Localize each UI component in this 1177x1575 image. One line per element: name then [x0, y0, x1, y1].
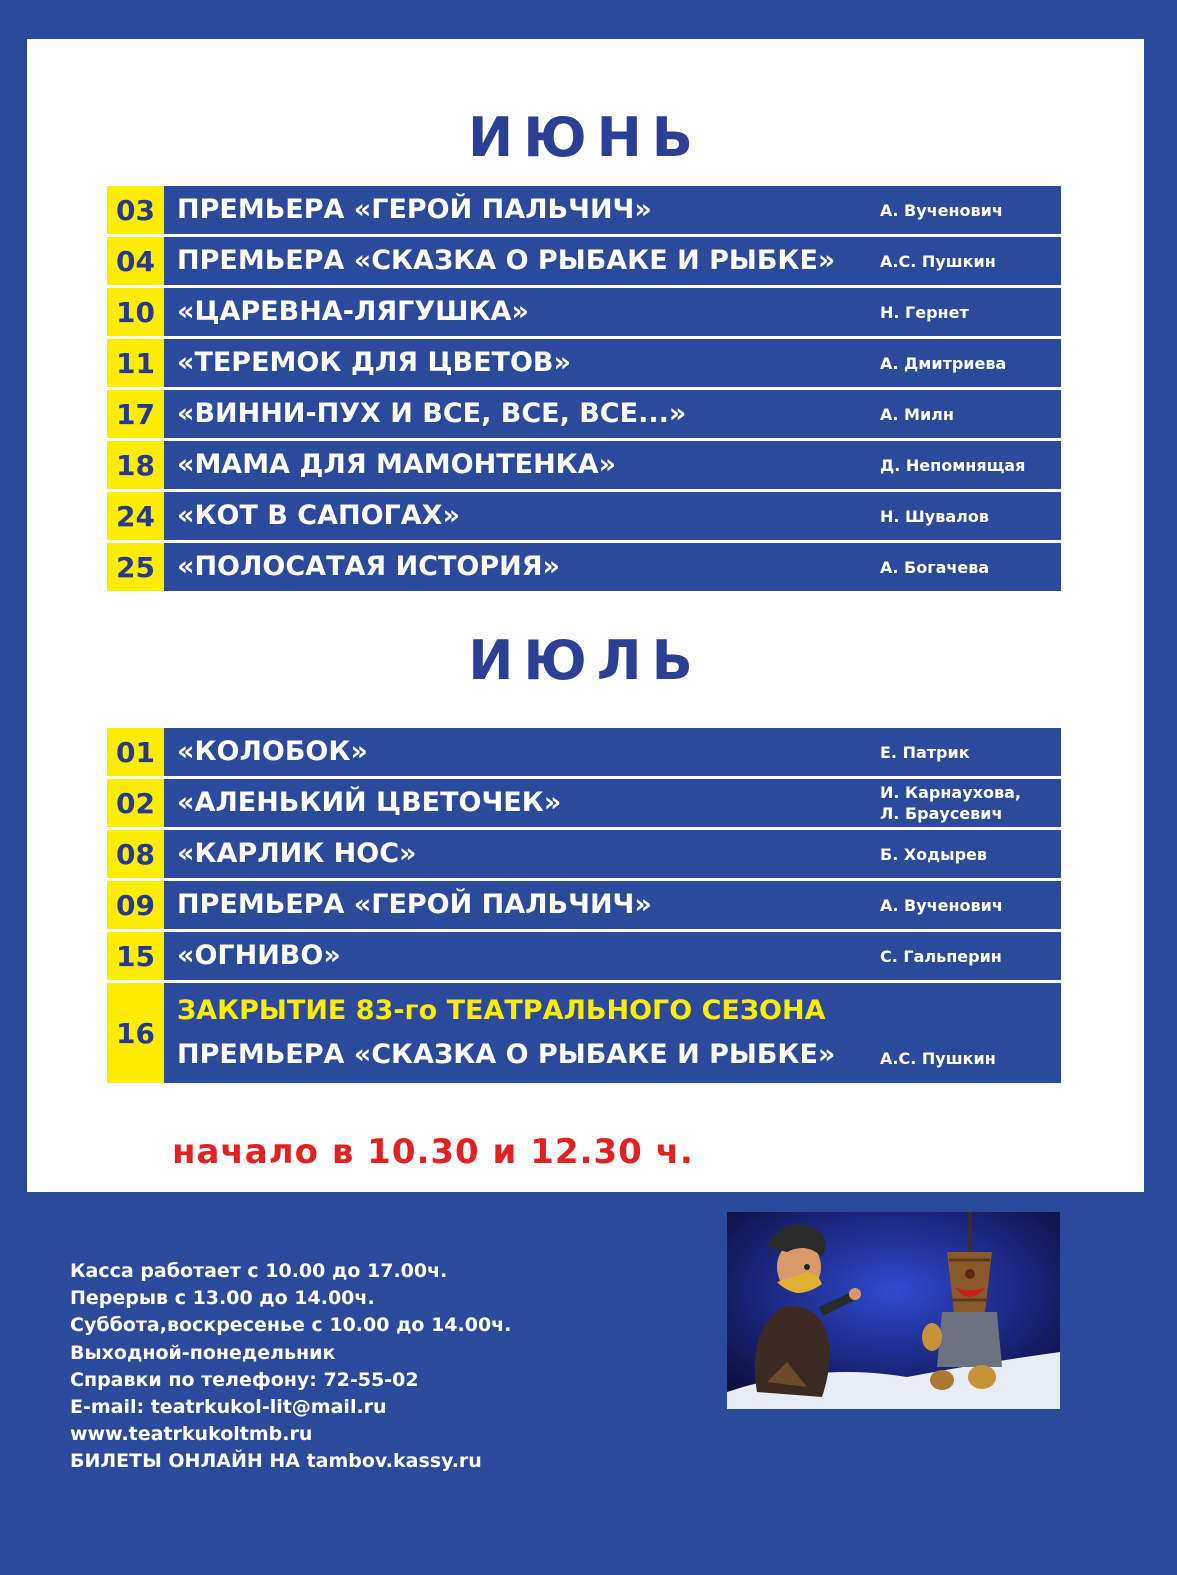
performance-title [164, 830, 870, 878]
author-name-line: Л. Браусевич [880, 804, 1003, 823]
performance-title-line: ПРЕМЬЕРА «ГЕРОЙ ПАЛЬЧИЧ» [177, 889, 652, 920]
author-name-line: А. Вученович [880, 895, 1003, 915]
schedule-row [107, 492, 1061, 540]
performance-title [164, 390, 870, 438]
author-name [870, 339, 1061, 387]
performance-title-line: «ТЕРЕМОК ДЛЯ ЦВЕТОВ» [177, 347, 571, 378]
author-name-line: С. Гальперин [880, 946, 1002, 966]
july-schedule-table [107, 728, 1061, 1086]
schedule-row [107, 288, 1061, 336]
info-line: Суббота,воскресенье с 10.00 до 14.00ч. [70, 1314, 512, 1337]
performance-title [164, 492, 870, 540]
performance-title-line: «ЦАРЕВНА-ЛЯГУШКА» [177, 296, 529, 327]
author-name-line: Д. Непомнящая [880, 455, 1026, 475]
author-name [870, 728, 1061, 776]
author-name [870, 492, 1061, 540]
performance-title-line: «МАМА ДЛЯ МАМОНТЕНКА» [177, 449, 617, 480]
schedule-row [107, 339, 1061, 387]
info-line: www.teatrkukoltmb.ru [70, 1423, 313, 1446]
day-number: 02 [107, 779, 164, 827]
performance-title-line: «АЛЕНЬКИЙ ЦВЕТОЧЕК» [177, 787, 562, 818]
author-name-line: А. Дмитриева [880, 353, 1007, 373]
info-line: Перерыв с 13.00 до 14.00ч. [70, 1287, 375, 1310]
performance-title [164, 237, 870, 285]
start-time-note: начало в 10.30 и 12.30 ч. [172, 1132, 694, 1172]
day-number: 11 [107, 339, 164, 387]
performance-title-line: «КОЛОБОК» [177, 736, 368, 767]
day-number: 17 [107, 390, 164, 438]
author-name-line: А. Богачева [880, 557, 990, 577]
performance-title [164, 728, 870, 776]
schedule-row [107, 779, 1061, 827]
author-name [870, 543, 1061, 591]
performance-title-line: ПРЕМЬЕРА «СКАЗКА О РЫБАКЕ И РЫБКЕ» [177, 245, 836, 276]
performance-title-line: «КАРЛИК НОС» [177, 838, 417, 869]
author-name [870, 288, 1061, 336]
performance-title-line: «ОГНИВО» [177, 940, 341, 971]
author-name-line: А. Милн [880, 404, 954, 424]
info-line: Справки по телефону: 72-55-02 [70, 1368, 419, 1391]
info-line: Выходной-понедельник [70, 1341, 336, 1364]
author-name [870, 237, 1061, 285]
performance-title-line: ПРЕМЬЕРА «ГЕРОЙ ПАЛЬЧИЧ» [177, 194, 652, 225]
day-number: 24 [107, 492, 164, 540]
info-line: Касса работает с 10.00 до 17.00ч. [70, 1260, 448, 1282]
performance-title [164, 543, 870, 591]
performance-title-line: «ВИННИ-ПУХ И ВСЕ, ВСЕ, ВСЕ...» [177, 398, 687, 429]
performance-title [164, 881, 870, 929]
day-number: 25 [107, 543, 164, 591]
author-name-line: Н. Шувалов [880, 506, 989, 526]
day-number: 04 [107, 237, 164, 285]
day-number: 09 [107, 881, 164, 929]
author-name-line: А.С. Пушкин [880, 251, 996, 271]
schedule-row [107, 983, 1061, 1083]
author-name [870, 932, 1061, 980]
performance-title-line: ПРЕМЬЕРА «СКАЗКА О РЫБАКЕ И РЫБКЕ» [177, 1039, 836, 1070]
schedule-row [107, 830, 1061, 878]
day-number: 01 [107, 728, 164, 776]
june-title: ИЮНЬ [468, 106, 703, 169]
performance-title [164, 932, 870, 980]
author-name-line: Н. Гернет [880, 302, 969, 322]
box-office-info [70, 1258, 511, 1476]
performance-title-line: ЗАКРЫТИЕ 83-го ТЕАТРАЛЬНОГО СЕЗОНА [177, 995, 826, 1026]
author-name [870, 983, 1061, 1083]
author-name-line: А.С. Пушкин [880, 1049, 996, 1068]
schedule-row [107, 932, 1061, 980]
day-number: 18 [107, 441, 164, 489]
author-name-line: Б. Ходырев [880, 844, 987, 864]
performance-title [164, 339, 870, 387]
author-name [870, 186, 1061, 234]
author-name-line: И. Карнаухова, [880, 783, 1021, 802]
info-line: БИЛЕТЫ ОНЛАЙН НА tambov.kassy.ru [70, 1450, 482, 1473]
day-number: 15 [107, 932, 164, 980]
author-name [870, 390, 1061, 438]
day-number: 10 [107, 288, 164, 336]
schedule-row [107, 441, 1061, 489]
performance-title [164, 288, 870, 336]
schedule-row [107, 237, 1061, 285]
schedule-row [107, 728, 1061, 776]
schedule-row [107, 881, 1061, 929]
author-name [870, 441, 1061, 489]
performance-title [164, 186, 870, 234]
day-number: 08 [107, 830, 164, 878]
info-line: E-mail: teatrkukol-lit@mail.ru [70, 1396, 387, 1419]
author-name [870, 881, 1061, 929]
day-number: 16 [107, 983, 164, 1083]
performance-title-line: «ПОЛОСАТАЯ ИСТОРИЯ» [177, 551, 560, 582]
author-name-line: А. Вученович [880, 200, 1003, 220]
schedule-panel [27, 39, 1144, 1192]
performance-title-line: «КОТ В САПОГАХ» [177, 500, 460, 531]
july-title: ИЮЛЬ [468, 629, 703, 692]
day-number: 03 [107, 186, 164, 234]
performance-title [164, 983, 870, 1083]
schedule-row [107, 186, 1061, 234]
performance-title [164, 779, 870, 827]
performance-title [164, 441, 870, 489]
schedule-row [107, 543, 1061, 591]
june-schedule-table [107, 186, 1061, 594]
schedule-row [107, 390, 1061, 438]
puppet-show-photo [727, 1212, 1060, 1409]
author-name-line: Е. Патрик [880, 742, 970, 762]
author-name [870, 779, 1061, 827]
author-name [870, 830, 1061, 878]
